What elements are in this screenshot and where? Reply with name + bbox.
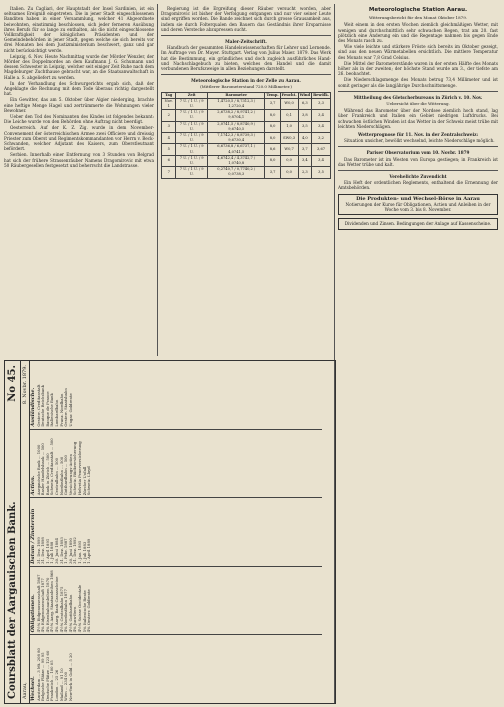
bourse-section-heading: Actien. bbox=[30, 475, 36, 496]
weather-cell: 7 bbox=[162, 167, 176, 178]
bourse-line: 4½% Aarg. Staatsanleihen 1868 bbox=[49, 570, 55, 633]
section-rule bbox=[338, 170, 498, 171]
article-paragraph: Ueber den Tod des Nominanten des Kindes ist folgendes bekannt: Die Leiche wurde von den Behörden ohne Auftrag nicht beerdigt. bbox=[4, 114, 154, 125]
bourse-line: Wien ... 234 00 bbox=[63, 671, 69, 701]
weather-header-cell: Wind bbox=[299, 92, 311, 97]
bourse-section bbox=[30, 634, 322, 703]
bourse-line: Amsterdam ... 3 Mt. 208 80 bbox=[35, 648, 41, 701]
bourse-line: Gotthardbahn ... 500 bbox=[63, 455, 69, 496]
article-paragraph: Situation unsicher, bewölkt wechselnd, leichte Niederschläge möglich. bbox=[344, 138, 495, 144]
weather-cell: 0,2740,7 / 0,7740,2 / 0,0738,3 bbox=[207, 167, 265, 178]
bourse-line: Banque de France bbox=[44, 391, 50, 427]
bourse-section-heading: Wechsel. bbox=[30, 676, 36, 701]
bourse-line: 4% Aarg. Bank Cassascheine bbox=[53, 576, 59, 633]
bourse-grid bbox=[30, 361, 322, 703]
bourse-number: No 45. bbox=[7, 365, 18, 402]
weather-cell: 3,8 bbox=[298, 110, 311, 121]
weather-cell: 3 bbox=[162, 121, 176, 132]
bourse-line: 30. Juni 1890 bbox=[67, 538, 73, 564]
weather-cell: 8,0 bbox=[265, 133, 280, 144]
bourse-line: 1. Jan. 1895 bbox=[76, 540, 82, 564]
article-paragraph: Oesterreich. Auf der K. Z. Zig. wurde in dem November-Convenement der österreichischen Armee zwei Officiere und dreissig Priester zum Oberst und Regimentskommandanten vor Herrn v. Beck-Schwanden, welcher Adjutant des Kaisers, zum Oberstleutnant befördert. bbox=[4, 125, 154, 152]
weather-cell: 8,0 bbox=[265, 121, 280, 132]
bourse-line: 4½% Eidgenossenschaft 1867 bbox=[35, 574, 41, 633]
bourse-line: London ... 25 26 bbox=[53, 669, 59, 701]
weather-cell: 7 U. / 1 U. / 9 U. bbox=[176, 167, 208, 178]
bourse-line: 4% Eisenbahnanleihen 1870 bbox=[44, 577, 50, 633]
advertisement-text: Dividenden und Zinsen. Bedingungen der Anlage auf Kassenscheine. bbox=[344, 221, 492, 227]
weather-cell: 8,0 bbox=[265, 110, 280, 121]
bourse-section bbox=[30, 361, 322, 429]
bourse-line: 4% Oesterr. Goldrente bbox=[86, 589, 92, 633]
bourse-line: Lombardbahn bbox=[53, 399, 59, 427]
article-paragraph: In der Verhandlung des Schwurgerichts ergab sich, daß der Angeklagte die Rechnung mit dem Tode überaus richtig dargestellt hat. bbox=[4, 80, 154, 97]
bourse-line: 30. Juni 1884 bbox=[53, 538, 59, 564]
bourse-line: 1. April 1891 bbox=[44, 538, 50, 564]
article-paragraph: Weit einem in den ersten Wochen ziemlich gleichmäßigen Wetter, mit wenigen und durchschnittlich sehr schwachen Regen, trat am 20. fast plötzlich eine Änderung ein und die Regentage nahmen bis gegen Ende des Monats rasch zu. bbox=[338, 22, 498, 44]
section-rule bbox=[161, 74, 331, 75]
bourse-line: 1. Juli 1883 bbox=[81, 541, 87, 564]
advertisement-box bbox=[338, 218, 498, 229]
news-column-right bbox=[338, 6, 498, 696]
weather-cell: W0,0 bbox=[280, 98, 298, 109]
section-heading: Maler-Zeitschrift. bbox=[225, 39, 267, 45]
weather-cell: 3,4 bbox=[298, 155, 311, 166]
weather-cell: 4,0 bbox=[298, 133, 311, 144]
section-subtitle: Witterungsbericht für den Monat Oktober 1879. bbox=[368, 15, 468, 21]
weather-cell: 2,3 bbox=[298, 167, 311, 178]
article-paragraph: Die Mittel der Barometerstände waren in der ersten Hälfte des Monats höher als in der zweiten; der höchste Stand wurde am 3., der tiefste am 26. beobachtet. bbox=[338, 60, 498, 77]
bourse-place: Aarau, bbox=[22, 682, 28, 699]
bourse-line: Franz. Nordbahn bbox=[58, 393, 64, 427]
weather-cell: 3,4 bbox=[312, 155, 331, 166]
bourse-line: Aargauische Bank ... 1000 bbox=[35, 444, 41, 496]
weather-cell: 3,3 bbox=[312, 98, 331, 109]
weather-cell: 0,0 bbox=[280, 155, 298, 166]
section-heading: Verehelichte Zuvendicht bbox=[389, 174, 447, 180]
bourse-line: Bank in Zürich ... 500 bbox=[44, 453, 50, 496]
weather-cell: 3,67 bbox=[312, 144, 331, 155]
weather-cell: 3,7 bbox=[265, 98, 280, 109]
advertisement-text: Notierungen der Kurse für Obligationen, Actien und Anleihen in der Woche vom 3. bis 8. November. bbox=[345, 201, 491, 213]
bourse-line: Mailand ... 91 10 bbox=[58, 668, 64, 701]
bourse-line: 4% Eidgenossenschaft 1877 bbox=[40, 578, 46, 633]
bourse-section-heading: Ausländische. bbox=[30, 387, 36, 427]
weather-cell: 0,1 bbox=[280, 110, 298, 121]
bourse-line: Schweiz. Lloyd bbox=[86, 466, 92, 496]
article-paragraph: Regierung ist die Ergreifung dieser Räuber versucht worden, aber Dragomirovic ist bisher der Verfolgung entgangen und nur vier seiner Leute sind ergriffen worden. Die Bande zeichnet sich durch grosse Grausamkeit aus, indem sie durch Folterqualen den Bauern das Geständnis ihrer Ersparnisse und deren Verstecke abzupressen sucht. bbox=[161, 6, 331, 32]
bourse-title: Coursblatt der Aargauischen Bank. bbox=[7, 501, 18, 699]
weather-row bbox=[162, 167, 331, 178]
bourse-line: Schweiz. Creditanstalt ... 500 bbox=[49, 438, 55, 496]
weather-cell: 6,6736,8 / 6,6737,1 / 4,0741,5 bbox=[207, 144, 265, 155]
weather-cell: 3,5 bbox=[298, 121, 311, 132]
article-paragraph: Das Barometer ist im Westen von Europa gestiegen; in Frankreich ist das Wetter trübe und kalt. bbox=[338, 156, 498, 167]
weather-row bbox=[162, 121, 331, 132]
weather-table bbox=[161, 92, 331, 179]
bourse-line: 31. Dez. 1892 bbox=[72, 537, 78, 564]
weather-header-cell: Feucht. bbox=[281, 92, 297, 97]
article-paragraph: Die Niederschlagsmenge des Monats betrug 73,4 Millimeter und ist somit geringer als die langjährige Durchschnittsmenge. bbox=[338, 77, 498, 88]
weather-cell: 7 U. / 1 U. / 9 U. bbox=[176, 121, 208, 132]
weather-cell: 2 bbox=[162, 110, 176, 121]
bourse-section bbox=[30, 429, 322, 498]
weather-cell: 6 bbox=[162, 155, 176, 166]
article-paragraph: Handbuch der gesammten Handelswissenschaften für Lehrer und Lernende. Im Auftrage von Dr. Mayer. Stuttgart. Verlag von Julius Maier. 1879. Das Werk hat die Bestimmung, ein gründliches und doch zugleich ausführliches Hand- und Nachschlagebuch zu bieten, welches den Handel und die damit verbundenen Berufszweige in allen Beziehungen darstellt. bbox=[161, 45, 331, 72]
section-rule bbox=[161, 35, 331, 36]
weather-row bbox=[162, 98, 331, 109]
bourse-line: Belgische Plätze ... 99 95 bbox=[40, 652, 46, 701]
bourse-line: Ungar. Goldrente bbox=[67, 393, 73, 427]
weather-cell: 7 U. / 1 U. / 9 U. bbox=[176, 144, 208, 155]
weather-header-cell: Zeit bbox=[176, 92, 208, 98]
bourse-line: Frankreich ... 100 05 bbox=[49, 660, 55, 701]
advertisement-title: Die Produkten- und Wechsel-Börse in Aarau bbox=[356, 195, 480, 202]
weather-header-cell: Barometer bbox=[207, 92, 265, 98]
weather-header-cell: Temp. bbox=[266, 92, 279, 97]
weather-cell: 2,6738,2 / 8,9741,2 / 9,8704,1 bbox=[207, 110, 265, 121]
bourse-section bbox=[30, 566, 322, 635]
weather-cell: 3,4 bbox=[312, 110, 331, 121]
news-column-left bbox=[4, 6, 154, 356]
bourse-line: Zürcher Unfall bbox=[81, 466, 87, 496]
weather-row bbox=[162, 155, 331, 166]
bourse-title-bar bbox=[5, 361, 21, 703]
bourse-section-heading: Datum / Zinstermin bbox=[30, 508, 36, 564]
weather-table-title: Meteorologische Station in der Zelle zu Aarau. bbox=[191, 78, 301, 84]
weather-row bbox=[162, 110, 331, 121]
bourse-line: 4½% Centralbahn 1875 bbox=[58, 586, 64, 633]
article-paragraph: Wie viele leichte und stärkere Fröste sich bereits im Oktober gezeigt, sind aus den neuen Wärmetabellen ersichtlich. Die mittlere Temperatur des Monats war 7,8 Grad Celsius. bbox=[338, 44, 498, 60]
bourse-line: Oesterr. Creditanstalt bbox=[35, 384, 41, 427]
bourse-line: 31. Dez. 1899 bbox=[35, 537, 41, 564]
bourse-line: New-York in Gold ... 5 20 bbox=[67, 653, 73, 701]
weather-cell: 4 bbox=[162, 133, 176, 144]
bourse-line: Deutsche Reichsbank bbox=[40, 385, 46, 427]
weather-cell: 3,7 bbox=[265, 167, 280, 178]
weather-cell: W0,7 bbox=[280, 144, 298, 155]
bourse-section-heading: Obligationen. bbox=[30, 594, 36, 633]
bourse-meta bbox=[21, 361, 30, 703]
section-heading: Meteorologische Station Aarau. bbox=[368, 7, 468, 13]
section-heading: Pariser Observatorium vom 10. Novbr. 1879 bbox=[366, 150, 470, 156]
weather-cell: 7 U. / 1 U. / 9 U. bbox=[176, 110, 208, 121]
bourse-line: Italienische Bank bbox=[49, 393, 55, 427]
weather-cell: 3,2 bbox=[312, 133, 331, 144]
article-paragraph: Leipzig, 6. Nov. Heute Nachmittag wurde der Mörder Wenzler, der Mörder des Doppelmordes an dem Kaufmann J. G. Schumann und dessen Schwester in Leipzig, welcher seit einiger Zeit Ruhe nach dem Magdeburger Zuchthause gebracht war, an die Staatsanwaltschaft in Halle a. S. abgeliefert zu werden. bbox=[4, 53, 154, 80]
weather-cell: 4,6742,4 / 4,3742,7 / 1,0740,8 bbox=[207, 155, 265, 166]
section-rule bbox=[338, 91, 498, 92]
bourse-line: Basler Handelsbank ... 500 bbox=[40, 443, 46, 496]
bourse-sheet bbox=[4, 360, 336, 704]
bourse-line: 1. April 1889 bbox=[86, 538, 92, 564]
section-rule bbox=[338, 146, 498, 147]
weather-cell: 8,0 bbox=[265, 155, 280, 166]
weather-table-subtitle: (Mittlerer Barometerstand 720.0 Millimeter.) bbox=[200, 84, 292, 90]
bourse-line: 1. Febr. 1887 bbox=[63, 538, 69, 564]
weather-cell: Nov. 1 bbox=[162, 98, 176, 109]
weather-cell: 7 U. / 1 U. / 9 U. bbox=[176, 98, 208, 109]
weather-cell: 3,5 bbox=[312, 167, 331, 178]
bourse-line: 5% Italienische Rente bbox=[81, 590, 87, 633]
section-heading: Wetterprognose für 11. Nov. in der Zentralschweiz: bbox=[357, 132, 479, 138]
weather-cell: 2,0741,5 / 8,8740,9 / 9,6740,5 bbox=[207, 121, 265, 132]
weather-cell: 7 U. / 1 U. / 9 U. bbox=[176, 133, 208, 144]
bourse-line: Versicherungs-Actien bbox=[67, 454, 73, 496]
weather-header-cell: Tag bbox=[162, 92, 176, 98]
article-paragraph: Ein Gewitter, das am 5. Oktober über Algier niederging, brachte eine heftige Menge Hagel und zertrümmerte die Wohnungen vieler Bewohner. bbox=[4, 97, 154, 113]
weather-cell: 3,7 bbox=[298, 144, 311, 155]
section-heading: Mittheilung des Gletscherbureaus in Zürich v. 10. Nov. bbox=[353, 94, 483, 100]
bourse-line: Oesterr. Staatsbahn bbox=[63, 388, 69, 427]
weather-cell: 6,3 bbox=[298, 98, 311, 109]
article-paragraph: Italien. Zu Cagliari, der Hauptstadt der Insel Sardinien, ist ein seltsames Ereigniß eingetreten. Die in jener Stadt eingeschlossenen Banditen haben in einer Versammlung, welcher 41 Abgeordnete beiwohnten, einstimmig beschlossen, sich jeder ferneren Ausübung ihres Berufs für so lange zu enthalten, als die nicht eingeschlossene Vollkraftigkeit der königlichen Präsidenten und der Gemeindebehörden in jener Stadt, gegen welche sie sich bereits vor drei Monaten bei dem Justizministerium beschwert, ganz und gar nicht berücksichtigt werde. bbox=[4, 6, 154, 53]
bourse-line: Deutsche Plätze ... 123 60 bbox=[44, 650, 50, 701]
article-paragraph: Serbien. Innerhalb einer Entfernung von 3 Stunden von Belgrad hat sich der frühere Strassenräuber Namens Dragomirovic mit etwa 50 Räubergesellen festgesetzt und beherrscht die Landstrasse. bbox=[4, 152, 154, 168]
bourse-section bbox=[30, 497, 322, 566]
column-divider bbox=[157, 4, 158, 356]
bourse-line: Helvetia Feuerversicherung bbox=[76, 441, 82, 496]
bourse-line: 31. Dez. 1893 bbox=[58, 537, 64, 564]
weather-cell: 0,0 bbox=[280, 167, 298, 178]
weather-cell: 1,0 bbox=[280, 121, 298, 132]
section-subtitle: Uebersicht über die Witterung. bbox=[386, 101, 450, 107]
weather-cell: 1,4720,5 / 8,7312,3 / 1,2720,4 bbox=[207, 98, 265, 109]
weather-cell: 8,6 bbox=[265, 144, 280, 155]
bourse-line: 4% Jura-Bern bbox=[72, 606, 78, 633]
weather-cell: 3,4 bbox=[312, 121, 331, 132]
bourse-line: 4½% Suisse Occidentale bbox=[76, 584, 82, 633]
advertisement-box bbox=[338, 194, 498, 216]
bourse-line: 4½% Gotthardbahn bbox=[67, 594, 73, 633]
bourse-line: Schweiz. Rückversicherung bbox=[72, 441, 78, 496]
bourse-line: Nordostbahn ... 500 bbox=[58, 456, 64, 496]
article-paragraph: Während das Barometer über der Nordsee ziemlich hoch stand, lag über Frankreich und Italien ein Gebiet niedrigen Luftdrucks. Bei schwachen östlichen Winden ist das Wetter in der Schweiz meist trübe mit leichten Niederschlägen. bbox=[338, 108, 498, 129]
weather-cell: 7,1742,3 / 8,8739,3 / 9,6730,4 bbox=[207, 133, 265, 144]
bourse-line: Centralbahn ... 500 bbox=[53, 457, 59, 496]
weather-row bbox=[162, 133, 331, 144]
weather-cell: SW0,3 bbox=[280, 133, 298, 144]
article-paragraph: Ein Heft der ordentlichen Reglements, enthaltend die Ernennung der Amtsbehörden. bbox=[338, 180, 498, 191]
weather-header-cell: Bewölk. bbox=[313, 92, 329, 97]
weather-cell: 5 bbox=[162, 144, 176, 155]
bourse-line: 1. Juli 1888 bbox=[49, 541, 55, 564]
bourse-date: 8. Novbr. 1879. bbox=[22, 365, 28, 405]
bourse-line: 4% Nordostbahn 1877 bbox=[63, 589, 69, 633]
weather-cell: 7 U. / 1 U. / 9 U. bbox=[176, 155, 208, 166]
weather-row bbox=[162, 144, 331, 155]
bourse-line: 31. Dez. 1898 bbox=[40, 537, 46, 564]
